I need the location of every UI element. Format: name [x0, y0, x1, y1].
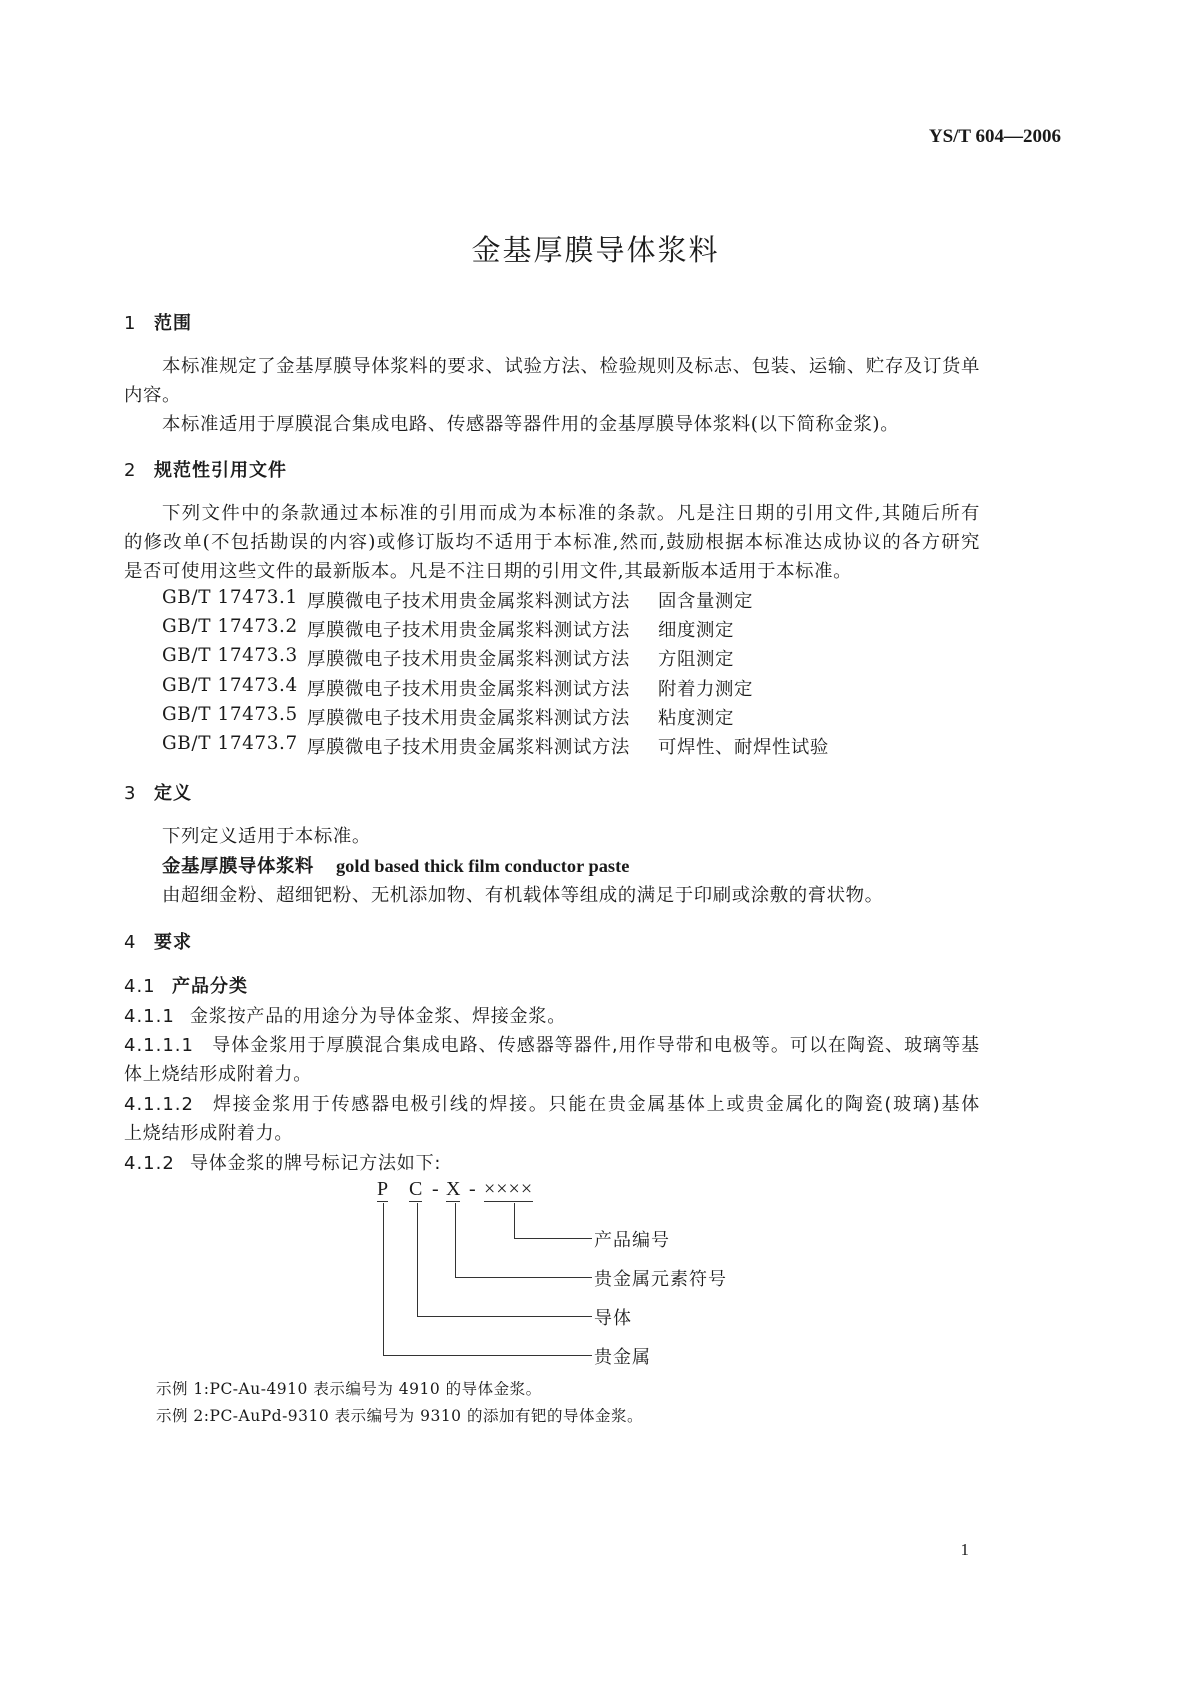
term-entry — [162, 852, 629, 878]
document-id: YS/T 604—2006 — [928, 126, 1061, 147]
term-chinese: 金基厚膜导体浆料 — [162, 856, 314, 877]
section-number: 2 — [124, 460, 137, 481]
code-dash: - — [469, 1178, 476, 1200]
reference-topic: 方阻测定 — [658, 649, 734, 670]
definitions-intro: 下列定义适用于本标准。 — [162, 826, 371, 847]
document-title: 金基厚膜导体浆料 — [471, 233, 720, 267]
code-part-xxxx: ×××× — [484, 1178, 534, 1200]
connector-line — [383, 1355, 592, 1356]
connector-line — [514, 1238, 592, 1239]
clause-number: 4.1.1.1 — [124, 1035, 194, 1056]
section-title: 规范性引用文件 — [154, 460, 287, 481]
reference-code: GB/T 17473.4 — [162, 675, 298, 696]
clause-text: 焊接金浆用于传感器电极引线的焊接。只能在贵金属基体上或贵金属化的陶瓷(玻璃)基体 — [212, 1094, 980, 1115]
connector-line — [455, 1277, 592, 1278]
references-intro-line-1: 下列文件中的条款通过本标准的引用而成为本标准的条款。凡是注日期的引用文件,其随后所有 — [162, 503, 980, 524]
clause-4-1-1-1-line-2: 体上烧结形成附着力。 — [124, 1064, 312, 1085]
term-definition: 由超细金粉、超细钯粉、无机添加物、有机载体等组成的满足于印刷或涂敷的膏状物。 — [162, 885, 884, 906]
section-2-heading — [124, 456, 287, 482]
reference-name: 厚膜微电子技术用贵金属浆料测试方法 — [307, 649, 630, 670]
section-1-heading — [124, 309, 192, 335]
clause-4-1-2 — [124, 1149, 441, 1175]
subsection-title: 产品分类 — [172, 976, 248, 997]
code-part-p: P — [377, 1178, 389, 1200]
reference-name: 厚膜微电子技术用贵金属浆料测试方法 — [307, 737, 630, 758]
clause-number: 4.1.1.2 — [124, 1094, 194, 1115]
example-1: 示例 1:PC-Au-4910 表示编号为 4910 的导体金浆。 — [156, 1380, 542, 1398]
clause-4-1-1 — [124, 1002, 566, 1028]
references-intro-line-2: 的修改单(不包括勘误的内容)或修订版均不适用于本标准,然而,鼓励根据本标准达成协议的各方研究 — [124, 532, 980, 553]
connector-line — [417, 1203, 418, 1316]
clause-4-1-1-2-line-2: 上烧结形成附着力。 — [124, 1123, 294, 1144]
clause-text: 金浆按产品的用途分为导体金浆、焊接金浆。 — [190, 1006, 566, 1027]
label-precious-metal: 贵金属 — [594, 1347, 651, 1368]
connector-line — [455, 1203, 456, 1277]
connector-line — [417, 1316, 592, 1317]
clause-text: 导体金浆用于厚膜混合集成电路、传感器等器件,用作导带和电极等。可以在陶瓷、玻璃等基 — [212, 1035, 980, 1056]
section-4-heading — [124, 928, 192, 954]
scope-paragraph-1-line-1: 本标准规定了金基厚膜导体浆料的要求、试验方法、检验规则及标志、包装、运输、贮存及订货单 — [162, 356, 980, 377]
reference-code: GB/T 17473.2 — [162, 616, 298, 637]
connector-line — [383, 1203, 384, 1355]
term-english: gold based thick film conductor paste — [335, 856, 630, 876]
reference-item — [162, 675, 862, 701]
section-title: 范围 — [154, 313, 192, 334]
clause-number: 4.1.1 — [124, 1006, 175, 1027]
clause-text: 导体金浆的牌号标记方法如下: — [190, 1153, 442, 1174]
reference-item — [162, 616, 862, 642]
reference-topic: 附着力测定 — [658, 679, 753, 700]
reference-item — [162, 733, 862, 759]
code-dash: - — [432, 1178, 439, 1200]
reference-code: GB/T 17473.3 — [162, 645, 298, 666]
subsection-number: 4.1 — [124, 976, 156, 997]
connector-line — [514, 1203, 515, 1238]
reference-name: 厚膜微电子技术用贵金属浆料测试方法 — [307, 679, 630, 700]
reference-name: 厚膜微电子技术用贵金属浆料测试方法 — [307, 708, 630, 729]
page-number: 1 — [960, 1540, 969, 1559]
reference-topic: 细度测定 — [658, 620, 734, 641]
section-number: 1 — [124, 313, 137, 334]
clause-4-1-1-1-line-1 — [124, 1031, 980, 1057]
reference-item — [162, 704, 862, 730]
clause-4-1-1-2-line-1 — [124, 1090, 980, 1116]
label-precious-metal-symbol: 贵金属元素符号 — [594, 1269, 727, 1290]
reference-item — [162, 587, 862, 613]
scope-paragraph-2: 本标准适用于厚膜混合集成电路、传感器等器件用的金基厚膜导体浆料(以下简称金浆)。 — [162, 414, 900, 435]
reference-name: 厚膜微电子技术用贵金属浆料测试方法 — [307, 591, 630, 612]
subsection-4-1-heading — [124, 972, 248, 998]
reference-topic: 固含量测定 — [658, 591, 753, 612]
label-conductor: 导体 — [594, 1308, 632, 1329]
code-part-c: C — [409, 1178, 423, 1200]
section-title: 定义 — [154, 783, 192, 804]
reference-topic: 粘度测定 — [658, 708, 734, 729]
section-number: 4 — [124, 932, 137, 953]
example-2: 示例 2:PC-AuPd-9310 表示编号为 9310 的添加有钯的导体金浆。 — [156, 1407, 643, 1425]
reference-code: GB/T 17473.7 — [162, 733, 298, 754]
references-intro-line-3: 是否可使用这些文件的最新版本。凡是不注日期的引用文件,其最新版本适用于本标准。 — [124, 561, 853, 582]
section-number: 3 — [124, 783, 137, 804]
section-title: 要求 — [154, 932, 192, 953]
scope-paragraph-1-line-2: 内容。 — [124, 385, 181, 406]
reference-topic: 可焊性、耐焊性试验 — [658, 737, 829, 758]
clause-number: 4.1.2 — [124, 1153, 175, 1174]
reference-item — [162, 645, 862, 671]
label-product-number: 产品编号 — [594, 1230, 670, 1251]
section-3-heading — [124, 779, 192, 805]
reference-code: GB/T 17473.1 — [162, 587, 298, 608]
reference-name: 厚膜微电子技术用贵金属浆料测试方法 — [307, 620, 630, 641]
reference-code: GB/T 17473.5 — [162, 704, 298, 725]
code-part-x: X — [446, 1178, 461, 1200]
